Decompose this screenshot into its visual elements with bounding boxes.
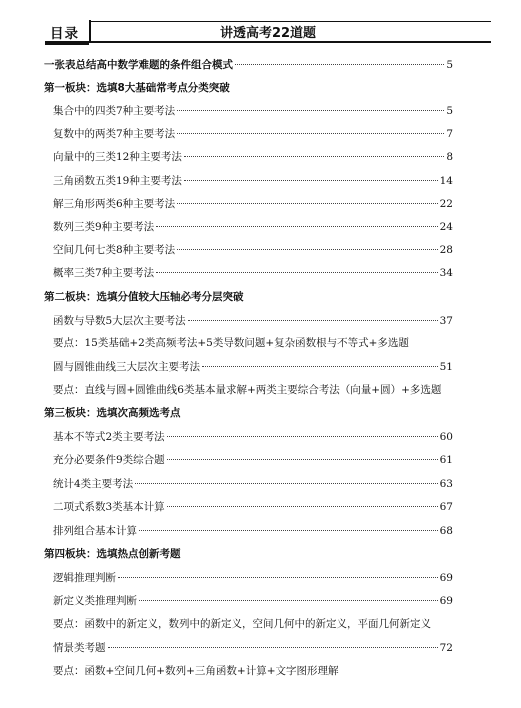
dot-leader (188, 320, 438, 321)
toc-entry-title: 充分必要条件9类综合题 (53, 454, 165, 466)
toc-note (53, 383, 453, 397)
toc-note-text: 要点：函数+空间几何+数列+三角函数+计算+文字图形理解 (53, 665, 339, 677)
dot-leader (202, 366, 438, 367)
section-heading-text: 第三板块：选填次高频选考点 (44, 407, 181, 419)
toc-entry[interactable] (53, 477, 453, 491)
toc-page-number: 5 (446, 105, 453, 117)
toc-entry-title: 排列组合基本计算 (53, 525, 137, 537)
toc-tab-label: 目录 (50, 26, 79, 42)
section-heading (44, 290, 453, 304)
toc-entry-title: 基本不等式2类主要考法 (53, 431, 165, 443)
toc-entry[interactable] (53, 197, 453, 211)
toc-page-number: 28 (439, 244, 453, 256)
toc-main-entry[interactable] (44, 58, 453, 72)
section-heading (44, 547, 453, 561)
dot-leader (177, 249, 437, 250)
toc-entry[interactable] (53, 641, 453, 655)
toc-entry-title: 空间几何七类8种主要考法 (53, 244, 176, 256)
toc-entry-title: 解三角形两类6种主要考法 (53, 198, 176, 210)
dot-leader (184, 156, 444, 157)
dot-leader (167, 506, 438, 507)
toc-entry-title: 向量中的三类12种主要考法 (53, 151, 182, 163)
toc-entry[interactable] (53, 266, 453, 280)
dot-leader (177, 110, 444, 111)
toc-entry[interactable] (53, 594, 453, 608)
toc-entry[interactable] (53, 500, 453, 514)
toc-entry-title: 三角函数五类19种主要考法 (53, 175, 182, 187)
section-heading-text: 第二板块：选填分值较大压轴必考分层突破 (44, 291, 244, 303)
dot-leader (139, 530, 438, 531)
toc-page-number: 37 (439, 315, 453, 327)
toc-entry[interactable] (53, 524, 453, 538)
dot-leader (135, 483, 437, 484)
toc-entry[interactable] (53, 150, 453, 164)
dot-leader (156, 226, 437, 227)
toc-entry-title: 逻辑推理判断 (53, 572, 116, 584)
toc-entry-title: 复数中的两类7种主要考法 (53, 128, 176, 140)
toc-note (53, 336, 453, 350)
document-title: 讲透高考22道题 (219, 26, 317, 41)
toc-entry[interactable] (53, 453, 453, 467)
section-heading-text: 第四板块：选填热点创新考题 (44, 548, 181, 560)
dot-leader (177, 203, 437, 204)
toc-note (53, 664, 453, 678)
toc-entry-title: 新定义类推理判断 (53, 595, 137, 607)
toc-entry[interactable] (53, 174, 453, 188)
toc-entry[interactable] (53, 430, 453, 444)
dot-leader (184, 180, 438, 181)
toc-note-text: 要点：函数中的新定义，数列中的新定义，空间几何中的新定义，平面几何新定义 (53, 618, 431, 630)
toc-page-number: 22 (439, 198, 453, 210)
toc-page-number: 7 (446, 128, 453, 140)
dot-leader (118, 577, 438, 578)
toc-entry-title: 概率三类7种主要考法 (53, 267, 155, 279)
toc-page-number: 8 (446, 151, 453, 163)
toc-entry[interactable] (53, 127, 453, 141)
toc-entry-title: 二项式系数3类基本计算 (53, 501, 165, 513)
toc-page-number: 69 (439, 572, 453, 584)
toc-page-number: 60 (439, 431, 453, 443)
toc-entry-title: 数列三类9种主要考法 (53, 221, 155, 233)
dot-leader (235, 64, 444, 65)
toc-page-number: 14 (439, 175, 453, 187)
toc-entry-title: 圆与圆锥曲线三大层次主要考法 (53, 361, 200, 373)
dot-leader (139, 600, 438, 601)
toc-page-number: 24 (439, 221, 453, 233)
toc-entry-title: 一张表总结高中数学难题的条件组合模式 (44, 59, 233, 71)
toc-page-number: 51 (439, 361, 453, 373)
dot-leader (167, 459, 438, 460)
dot-leader (156, 272, 437, 273)
toc-page-number: 5 (446, 59, 453, 71)
dot-leader (177, 133, 444, 134)
section-heading-text: 第一板块：选填8大基础常考点分类突破 (44, 82, 230, 94)
section-heading (44, 81, 453, 95)
toc-page-number: 61 (439, 454, 453, 466)
toc-note (53, 617, 453, 631)
toc-entry[interactable] (53, 104, 453, 118)
toc-entry[interactable] (53, 571, 453, 585)
toc-entry[interactable] (53, 314, 453, 328)
dot-leader (108, 647, 438, 648)
toc-entry[interactable] (53, 220, 453, 234)
toc-page-number: 63 (439, 478, 453, 490)
toc-page-number: 69 (439, 595, 453, 607)
toc-entry-title: 函数与导数5大层次主要考法 (53, 315, 186, 327)
section-heading (44, 406, 453, 420)
toc-entry[interactable] (53, 360, 453, 374)
toc-entry-title: 情景类考题 (53, 642, 106, 654)
dot-leader (167, 436, 438, 437)
toc-page-number: 67 (439, 501, 453, 513)
toc-page-number: 72 (439, 642, 453, 654)
toc-note-text: 要点：直线与圆+圆锥曲线6类基本量求解+两类主要综合考法（向量+圆）+多选题 (53, 384, 442, 396)
toc-page-number: 34 (439, 267, 453, 279)
toc-entry-title: 统计4类主要考法 (53, 478, 134, 490)
toc-page-number: 68 (439, 525, 453, 537)
toc-entry-title: 集合中的四类7种主要考法 (53, 105, 176, 117)
toc-note-text: 要点：15类基础+2类高频考法+5类导数问题+复杂函数根与不等式+多选题 (53, 337, 409, 349)
toc-entry[interactable] (53, 243, 453, 257)
